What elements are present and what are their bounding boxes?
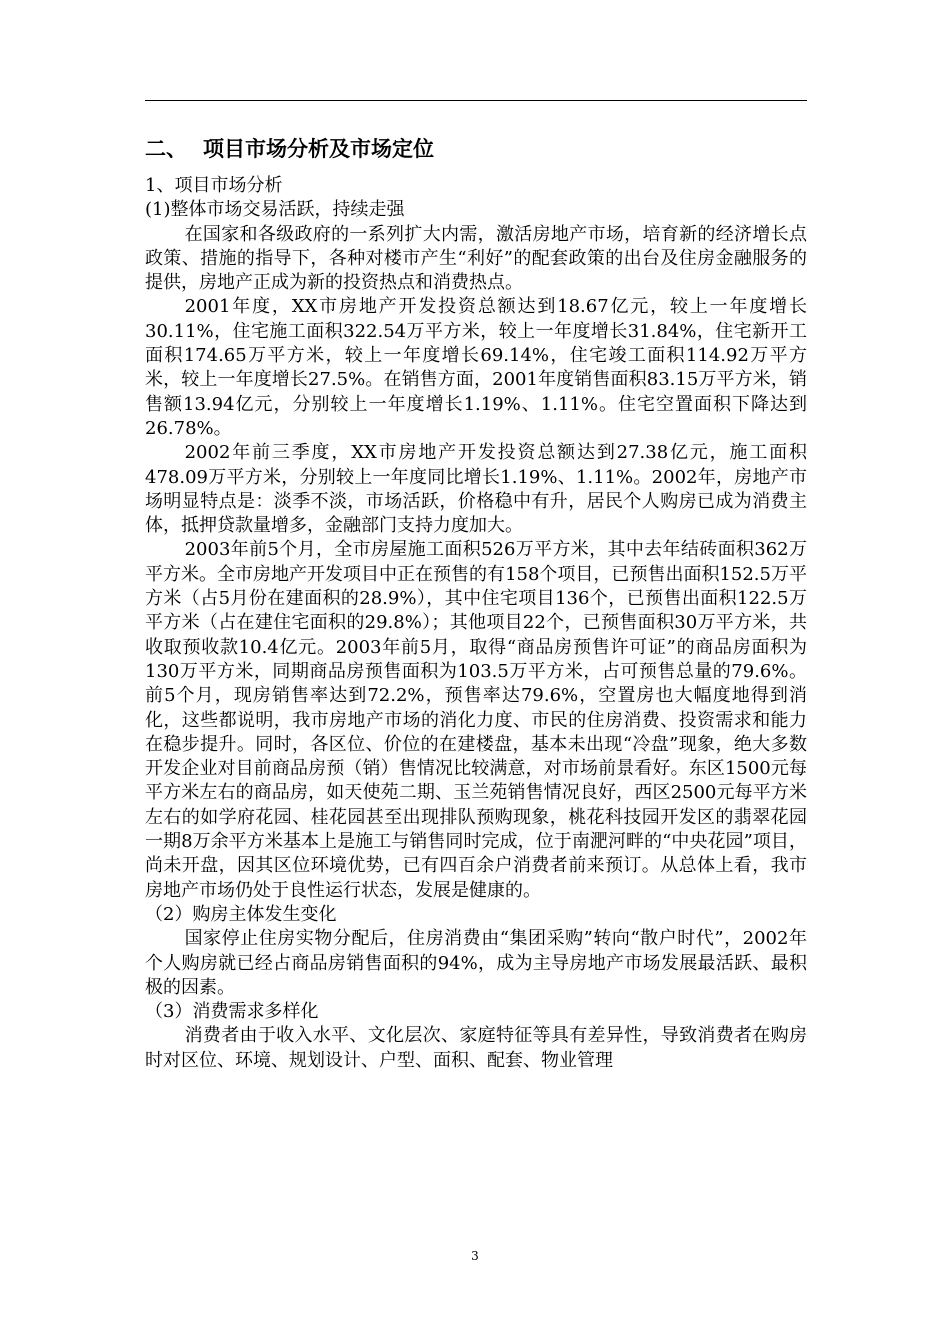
paragraph-6: 消费者由于收入水平、文化层次、家庭特征等具有差异性，导致消费者在购房时对区位、环境、规划设计、户型、面积、配套、物业管理 [145,1025,807,1071]
page-number: 3 [471,1249,479,1263]
paragraph-5: 国家停止住房实物分配后，住房消费由“集团采购”转向“散户时代”，2002年个人购房就已经占商品房销售面积的94%，成为主导房地产市场发展最活跃、最积极的因素。 [145,928,807,998]
section-title: 项目市场分析及市场定位 [203,136,434,161]
section-heading [145,132,807,166]
paragraph-2: 2001年度，XX市房地产开发投资总额达到18.67亿元，较上一年度增长30.11%，住宅施工面积322.54万平方米，较上一年度增长31.84%，住宅新开工面积174.65万平方米，较上一年度增长69.14%，住宅竣工面积114.92万平方米，较上一年度增长27.5%。在销售方面，2001年度销售面积83.15万平方米，销售额13.94亿元，分别较上一年度增长1.19%、1.11%。住宅空置面积下降达到26.78%。 [145,296,807,439]
page-content [145,132,807,1073]
subheading-1: (1)整体市场交易活跃，持续走强 [145,199,405,221]
subheading-2: （2）购房主体发生变化 [145,903,337,925]
paragraph-4: 2003年前5个月，全市房屋施工面积526万平方米，其中去年结砖面积362万平方米。全市房地产开发项目中正在预售的有158个项目，已预售出面积152.5万平方米（占5月份在建面积的28.9%），其中住宅项目136个，已预售出面积122.5万平方米（占在建住宅面积的29.8%）；其他项目22个，已预售面积30万平方米，共收取预收款10.4亿元。2003年前5月，取得“商品房预售许可证”的商品房面积为130万平方米，同期商品房预售面积为103.5万平方米，占可预售总量的79.6%。前5个月，现房销售率达到72.2%，预售率达79.6%，空置房也大幅度地得到消化，这些都说明，我市房地产市场的消化力度、市民的住房消费、投资需求和能力在稳步提升。同时，各区位、价位的在建楼盘，基本未出现“冷盘”现象，绝大多数开发企业对目前商品房预（销）售情况比较满意，对市场前景看好。东区1500元每平方米左右的商品房，如天使苑二期、玉兰苑销售情况良好，西区2500元每平方米左右的如学府花园、桂花园甚至出现排队预购现象，桃花科技园开发区的翡翠花园一期8万余平方米基本上是施工与销售同时完成，位于南淝河畔的“中央花园”项目，尚未开盘，因其区位环境优势，已有四百余户消费者前来预订。从总体上看，我市房地产市场仍处于良性运行状态，发展是健康的。 [145,539,807,901]
paragraph-1: 在国家和各级政府的一系列扩大内需，激活房地产市场，培育新的经济增长点政策、措施的指导下，各种对楼市产生“利好”的配套政策的出台及住房金融服务的提供，房地产正成为新的投资热点和消费热点。 [145,223,807,294]
subsection-title: 1、项目市场分析 [145,175,283,196]
subheading-3: （3）消费需求多样化 [145,1001,319,1023]
section-number: 二、 [145,136,187,161]
paragraph-3: 2002年前三季度，XX市房地产开发投资总额达到27.38亿元，施工面积478.09万平方米，分别较上一年度同比增长1.19%、1.11%。2002年，房地产市场明显特点是：淡季不淡，市场活跃，价格稳中有升，居民个人购房已成为消费主体，抵押贷款量增多，金融部门支持力度加大。 [145,442,807,537]
header-rule [145,100,807,101]
